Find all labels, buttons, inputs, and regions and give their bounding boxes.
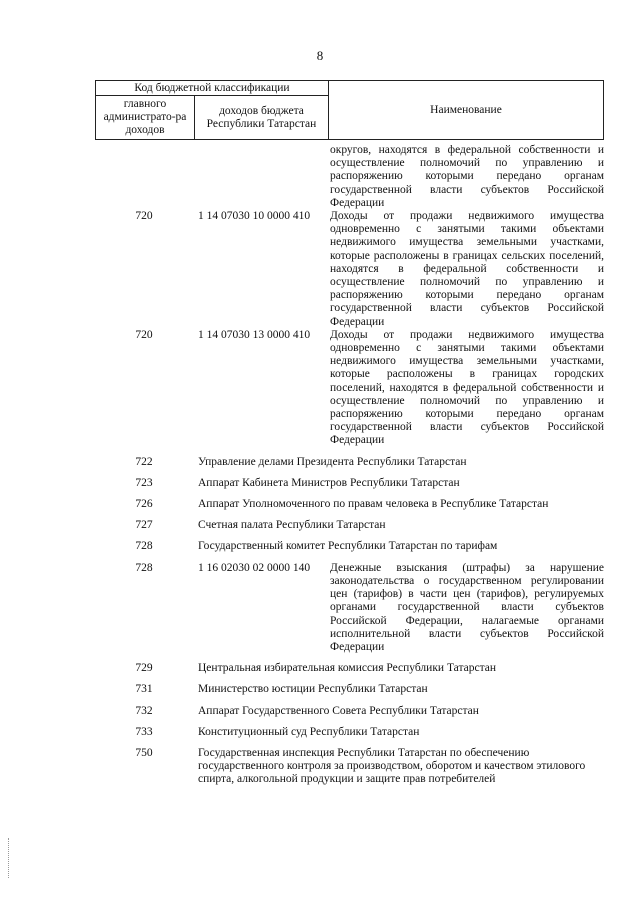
row-name: Счетная палата Республики Татарстан bbox=[198, 519, 386, 532]
table-row bbox=[95, 739, 604, 787]
row-name: Аппарат Государственного Совета Республики Татарстан bbox=[198, 704, 479, 717]
page-number: 8 bbox=[316, 48, 324, 63]
table-row bbox=[95, 144, 604, 210]
table-row bbox=[95, 469, 604, 490]
row-name: Аппарат Уполномоченного по правам человека в Республике Татарстан bbox=[198, 498, 549, 511]
row-name: Денежные взыскания (штрафы) за нарушение законодательства о государственном регулировании цен (тарифов) в части цен (тарифов), регулируемых органами государственной власти субъектов Российской Федерации, налагаемые органами исполнительной власти субъектов Российской Федерации bbox=[330, 561, 604, 653]
row-admin: 726 bbox=[135, 498, 153, 511]
row-admin: 732 bbox=[135, 704, 153, 717]
table-row bbox=[95, 210, 604, 329]
row-name: Управление делами Президента Республики Татарстан bbox=[198, 455, 467, 468]
row-admin: 722 bbox=[135, 455, 153, 468]
row-name: Конституционный суд Республики Татарстан bbox=[198, 725, 420, 738]
table-header bbox=[95, 80, 604, 140]
header-admin-label: главного администрато-ра доходов bbox=[96, 96, 195, 140]
row-admin: 731 bbox=[135, 683, 153, 696]
row-name: Доходы от продажи недвижимого имущества одновременно с занятыми такими объектами недвижимого имущества земельными участками, которые расположены в границах городских поселений, находятся в федеральной собственности и осуществление полномочий по управлению и распоряжению которыми передано органам государственной власти субъектов Российской Федерации bbox=[330, 328, 604, 447]
table-row bbox=[95, 675, 604, 696]
table-row bbox=[95, 490, 604, 511]
header-name-label: Наименование bbox=[329, 81, 604, 140]
table-row bbox=[95, 448, 604, 469]
row-admin: 727 bbox=[135, 519, 153, 532]
table-row bbox=[95, 554, 604, 654]
row-admin: 728 bbox=[135, 561, 153, 574]
table-row bbox=[95, 654, 604, 675]
row-name: округов, находятся в федеральной собственности и осуществление полномочий по управлению и распоряжению которыми передано органам государственной власти субъектов Российской Федерации bbox=[330, 144, 604, 209]
row-name: Центральная избирательная комиссия Республики Татарстан bbox=[198, 662, 497, 675]
header-code-label: доходов бюджета Республики Татарстан bbox=[195, 96, 329, 140]
header-group-label: Код бюджетной классификации bbox=[96, 81, 329, 96]
row-name: Министерство юстиции Республики Татарстан bbox=[198, 683, 428, 696]
row-code: 1 14 07030 13 0000 410 bbox=[198, 328, 311, 341]
table-body bbox=[95, 144, 604, 787]
row-admin: 720 bbox=[135, 210, 153, 223]
row-admin: 750 bbox=[135, 746, 153, 759]
table-row bbox=[95, 718, 604, 739]
row-name: Государственный комитет Республики Татарстан по тарифам bbox=[198, 540, 498, 553]
row-admin: 720 bbox=[135, 328, 153, 341]
row-admin: 728 bbox=[135, 540, 153, 553]
row-admin: 733 bbox=[135, 725, 153, 738]
row-name: Государственная инспекция Республики Татарстан по обеспечению государственного контроля за производством, оборотом и качеством этилового спирта, алкогольной продукции и защите прав потребителей bbox=[198, 746, 586, 786]
row-code: 1 14 07030 10 0000 410 bbox=[198, 210, 311, 223]
table-row bbox=[95, 697, 604, 718]
row-name: Аппарат Кабинета Министров Республики Татарстан bbox=[198, 476, 460, 489]
table-row bbox=[95, 329, 604, 448]
table-row bbox=[95, 511, 604, 532]
table-row bbox=[95, 532, 604, 553]
row-code: 1 16 02030 02 0000 140 bbox=[198, 561, 311, 574]
row-admin: 729 bbox=[135, 662, 153, 675]
scan-margin-marks bbox=[8, 838, 11, 878]
row-name: Доходы от продажи недвижимого имущества одновременно с занятыми такими объектами недвижимого имущества земельными участками, которые расположены в границах сельских поселений, находятся в федеральной собственности и осуществление полномочий по управлению и распоряжению которыми передано органам государственной власти субъектов Российской Федерации bbox=[330, 210, 604, 328]
row-admin: 723 bbox=[135, 476, 153, 489]
